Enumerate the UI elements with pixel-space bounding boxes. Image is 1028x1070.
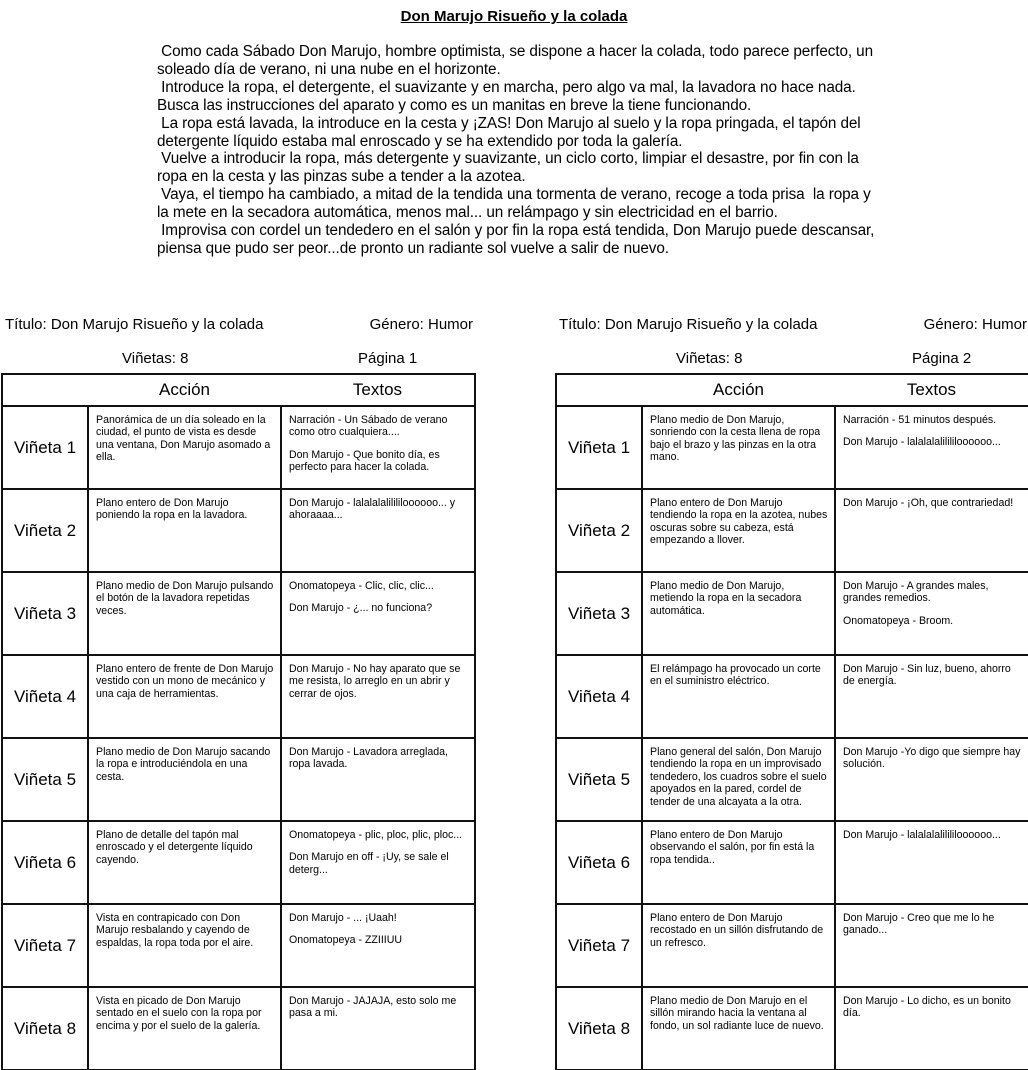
panel-row xyxy=(556,821,1028,904)
panel-texts xyxy=(281,821,475,904)
panel-label: Viñeta 2 xyxy=(2,489,88,572)
sheet-page-number: Página 1 xyxy=(358,350,418,367)
panel-label: Viñeta 2 xyxy=(556,489,642,572)
panel-text-line: Don Marujo en off - ¡Uy, se sale el deterg... xyxy=(289,851,449,876)
story-paragraph: Introduce la ropa, el detergente, el suavizante y en marcha, pero algo va mal, la lavadora no hace nada. Busca las instrucciones del aparato y como es un manitas en breve la tiene funcionando. xyxy=(157,78,860,114)
panel-row xyxy=(2,738,475,821)
panel-action: Vista en contrapicado con Don Marujo resbalando y cayendo de espaldas, la ropa toda por el aire. xyxy=(88,904,281,987)
header-action: Acción xyxy=(642,374,835,406)
panel-text-line: Don Marujo - lalalalalilililoooooo... xyxy=(843,829,1001,841)
sheet-panel-count: Viñetas: 8 xyxy=(122,350,189,367)
document-title: Don Marujo Risueño y la colada xyxy=(400,8,628,25)
panel-text-line: Don Marujo - lalalalalilililoooooo... y ahoraaaa... xyxy=(289,497,456,522)
story-paragraph: Improvisa con cordel un tendedero en el salón y por fin la ropa está tendida, Don Marujo puede descansar, piensa que pudo ser peor...de pronto un radiante sol vuelve a salir de nuevo. xyxy=(157,222,879,257)
header-texts: Textos xyxy=(835,374,1028,406)
story-paragraph: Como cada Sábado Don Marujo, hombre optimista, se dispone a hacer la colada, todo parece perfecto, un soleado día de verano, ni una nube en el horizonte. xyxy=(157,43,878,78)
panel-texts xyxy=(835,572,1028,655)
panel-text-line: Onomatopeya - Broom. xyxy=(843,614,954,627)
script-sheet-page-1 xyxy=(0,314,474,1070)
panel-label: Viñeta 3 xyxy=(556,572,642,655)
story-paragraph: Vuelve a introducir la ropa, más detergente y suavizante, un ciclo corto, limpiar el desastre, por fin con la ropa en la cesta y las pinzas sube a tender a la azotea. xyxy=(157,150,863,186)
panel-label: Viñeta 1 xyxy=(556,406,642,489)
panel-row xyxy=(2,489,475,572)
panel-row xyxy=(556,655,1028,738)
panel-row xyxy=(556,489,1028,572)
panel-label: Viñeta 7 xyxy=(2,904,88,987)
sheet-title-label: Título: Don Marujo Risueño y la colada xyxy=(5,316,264,333)
panel-label: Viñeta 3 xyxy=(2,572,88,655)
panel-action: Plano general del salón, Don Marujo tendiendo la ropa en un improvisado tendedero, los cuadros sobre el suelo apoyados en la pared, cordel de tender de una alcayata a la otra. xyxy=(642,738,835,821)
panel-texts xyxy=(281,406,475,489)
panel-texts xyxy=(835,489,1028,572)
panel-text-line: Don Marujo - Sin luz, bueno, ahorro de energía. xyxy=(843,663,1011,688)
header-action: Acción xyxy=(88,374,281,406)
story-paragraph: La ropa está lavada, la introduce en la cesta y ¡ZAS! Don Marujo al suelo y la ropa pringada, el tapón del detergente líquido estaba mal enroscado y se ha extendido por toda la galería. xyxy=(157,114,865,150)
panel-action: Plano medio de Don Marujo en el sillón mirando hacia la ventana al fondo, un sol radiante luce de nuevo. xyxy=(642,987,835,1070)
story-paragraph: Vaya, el tiempo ha cambiado, a mitad de la tendida una tormenta de verano, recoge a toda prisa la ropa y la mete en la secadora automática, menos mal... un relámpago y sin electricidad en el barrio. xyxy=(157,186,875,222)
header-blank-cell xyxy=(556,374,642,406)
panel-texts xyxy=(281,904,475,987)
panel-row xyxy=(556,572,1028,655)
panel-row xyxy=(556,987,1028,1070)
panel-text-line: Don Marujo - Lavadora arreglada, ropa lavada. xyxy=(289,746,448,771)
panel-action: Plano entero de frente de Don Marujo vestido con un mono de mecánico y una caja de herramientas. xyxy=(88,655,281,738)
panel-row xyxy=(2,572,475,655)
panel-text-line: Don Marujo - Creo que me lo he ganado... xyxy=(843,912,995,937)
script-table xyxy=(1,373,476,1070)
panel-label: Viñeta 4 xyxy=(2,655,88,738)
header-texts: Textos xyxy=(281,374,475,406)
panel-label: Viñeta 8 xyxy=(556,987,642,1070)
panel-row xyxy=(556,738,1028,821)
panel-action: Plano medio de Don Marujo, metiendo la ropa en la secadora automática. xyxy=(642,572,835,655)
panel-row xyxy=(2,406,475,489)
sheet-page-number: Página 2 xyxy=(912,350,972,367)
panel-text-line: Onomatopeya - plic, ploc, plic, ploc... xyxy=(289,829,463,841)
panel-action: Plano entero de Don Marujo tendiendo la ropa en la azotea, nubes oscuras sobre su cabeza, está empezando a llover. xyxy=(642,489,835,572)
sheet-meta xyxy=(554,314,1028,373)
panel-text-line: Don Marujo - Lo dicho, es un bonito día. xyxy=(843,995,1011,1020)
sheet-title-label: Título: Don Marujo Risueño y la colada xyxy=(559,316,818,333)
panel-text-line: Onomatopeya - Clic, clic, clic... xyxy=(289,580,434,592)
panel-texts xyxy=(281,738,475,821)
panel-row xyxy=(2,987,475,1070)
panel-label: Viñeta 1 xyxy=(2,406,88,489)
panel-text-line: Don Marujo - lalalalalilililoooooo... xyxy=(843,436,1001,449)
script-table xyxy=(555,373,1028,1070)
panel-text-line: Don Marujo - A grandes males, grandes remedios. xyxy=(843,580,989,605)
panel-text-line: Don Marujo - JAJAJA, esto solo me pasa a mi. xyxy=(289,995,457,1020)
panel-action: Plano entero de Don Marujo recostado en un sillón disfrutando de un refresco. xyxy=(642,904,835,987)
panel-row xyxy=(2,655,475,738)
panel-texts xyxy=(835,821,1028,904)
panel-texts xyxy=(835,655,1028,738)
sheet-panel-count: Viñetas: 8 xyxy=(676,350,743,367)
panel-texts xyxy=(835,738,1028,821)
panel-texts xyxy=(281,655,475,738)
panel-label: Viñeta 4 xyxy=(556,655,642,738)
panel-label: Viñeta 5 xyxy=(2,738,88,821)
panel-row xyxy=(556,904,1028,987)
panel-text-line: Don Marujo - No hay aparato que se me resista, lo arreglo en un abrir y cerrar de ojos. xyxy=(289,663,461,700)
story-text xyxy=(157,43,877,258)
table-header-row xyxy=(2,374,475,406)
panel-label: Viñeta 7 xyxy=(556,904,642,987)
panel-label: Viñeta 8 xyxy=(2,987,88,1070)
sheet-genre-label: Género: Humor xyxy=(923,316,1027,333)
panel-action: Plano medio de Don Marujo sacando la ropa e introduciéndola en una cesta. xyxy=(88,738,281,821)
panel-label: Viñeta 6 xyxy=(556,821,642,904)
panel-action: Vista en picado de Don Marujo sentado en el suelo con la ropa por encima y por el suelo de la galería. xyxy=(88,987,281,1070)
panel-row xyxy=(2,904,475,987)
panel-action: Panorámica de un día soleado en la ciudad, el punto de vista es desde una ventana, Don Marujo asomado a ella. xyxy=(88,406,281,489)
sheet-meta xyxy=(0,314,474,373)
panel-action: Plano entero de Don Marujo observando el salón, por fin está la ropa tendida.. xyxy=(642,821,835,904)
panel-text-line: Don Marujo - ¡Oh, que contrariedad! xyxy=(843,497,1014,509)
panel-text-line: Narración - Un Sábado de verano como otro cualquiera.... xyxy=(289,414,448,439)
panel-action: Plano medio de Don Marujo, sonriendo con la cesta llena de ropa bajo el brazo y las pinzas en la otra mano. xyxy=(642,406,835,489)
panel-text-line: Don Marujo - ... ¡Uaah! xyxy=(289,912,397,924)
panel-label: Viñeta 5 xyxy=(556,738,642,821)
panel-action: Plano entero de Don Marujo poniendo la ropa en la lavadora. xyxy=(88,489,281,572)
header-blank-cell xyxy=(2,374,88,406)
panel-row xyxy=(2,821,475,904)
panel-label: Viñeta 6 xyxy=(2,821,88,904)
script-sheet-page-2 xyxy=(554,314,1028,1070)
panel-texts xyxy=(835,406,1028,489)
sheet-genre-label: Género: Humor xyxy=(369,316,473,333)
panel-texts xyxy=(281,987,475,1070)
panel-texts xyxy=(281,489,475,572)
panel-texts xyxy=(281,572,475,655)
panel-text-line: Don Marujo - ¿... no funciona? xyxy=(289,602,433,615)
panel-text-line: Onomatopeya - ZZIIIUU xyxy=(289,934,403,947)
panel-action: Plano medio de Don Marujo pulsando el botón de la lavadora repetidas veces. xyxy=(88,572,281,655)
panel-action: El relámpago ha provocado un corte en el suministro eléctrico. xyxy=(642,655,835,738)
table-header-row xyxy=(556,374,1028,406)
panel-text-line: Don Marujo -Yo digo que siempre hay solución. xyxy=(843,746,1021,771)
panel-texts xyxy=(835,987,1028,1070)
panel-action: Plano de detalle del tapón mal enroscado y el detergente líquido cayendo. xyxy=(88,821,281,904)
panel-texts xyxy=(835,904,1028,987)
panel-text-line: Narración - 51 minutos después. xyxy=(843,414,997,426)
panel-text-line: Don Marujo - Que bonito día, es perfecto para hacer la colada. xyxy=(289,448,440,474)
panel-row xyxy=(556,406,1028,489)
